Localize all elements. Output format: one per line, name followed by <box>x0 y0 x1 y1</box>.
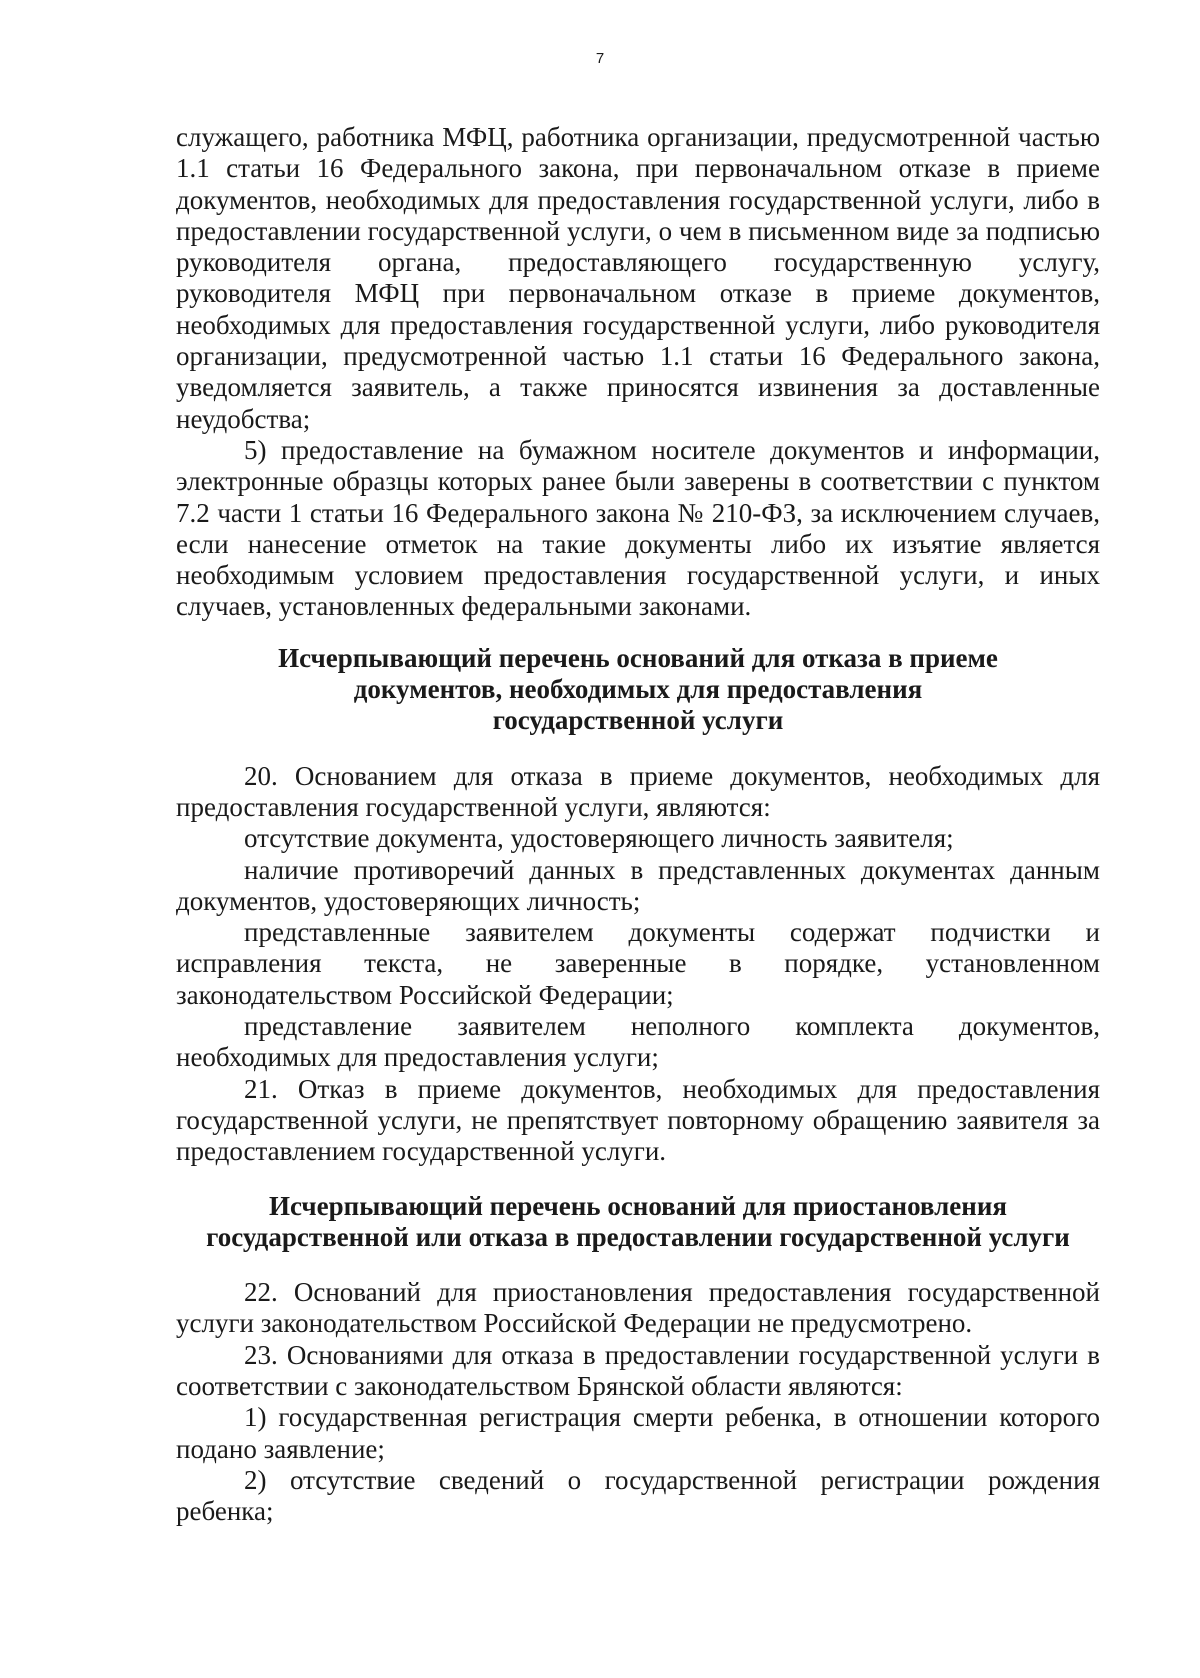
paragraph-list-item: представление заявителем неполного комплекта документов, необходимых для предоставления услуги; <box>176 1011 1100 1073</box>
paragraph-20: 20. Основанием для отказа в приеме документов, необходимых для предоставления государственной услуги, являются: <box>176 760 1100 822</box>
heading-line: Исчерпывающий перечень оснований для приостановления <box>268 1190 1008 1221</box>
section-heading-suspension-refusal <box>176 1191 1100 1254</box>
heading-line: государственной или отказа в предоставлении государственной услуги <box>206 1221 1070 1252</box>
paragraph-list-item: представленные заявителем документы содержат подчистки и исправления текста, не заверенные в порядке, установленном законодательством Российской Федерации; <box>176 917 1100 1010</box>
paragraph-list-item: наличие противоречий данных в представленных документах данным документов, удостоверяющих личность; <box>176 854 1100 916</box>
paragraph-continuation: служащего, работника МФЦ, работника организации, предусмотренной частью 1.1 статьи 16 Федерального закона, при первоначальном отказе в приеме документов, необходимых для предоставления государственной услуги, либо в предоставлении государственной услуги, о чем в письменном виде за подписью руководителя органа, предоставляющего государственную услугу, руководителя МФЦ при первоначальном отказе в приеме документов, необходимых для предоставления государственной услуги, либо руководителя организации, предусмотренной частью 1.1 статьи 16 Федерального закона, уведомляется заявитель, а также приносятся извинения за доставленные неудобства; <box>176 122 1100 434</box>
page-number: 7 <box>595 50 605 67</box>
paragraph-23: 23. Основаниями для отказа в предоставлении государственной услуги в соответствии с законодательством Брянской области являются: <box>176 1339 1100 1401</box>
heading-line: документов, необходимых для предоставления <box>353 674 923 705</box>
paragraph-list-item: отсутствие документа, удостоверяющего личность заявителя; <box>244 823 954 854</box>
heading-line: Исчерпывающий перечень оснований для отказа в приеме <box>278 642 998 673</box>
heading-line: государственной услуги <box>492 705 784 736</box>
paragraph-21: 21. Отказ в приеме документов, необходимых для предоставления государственной услуги, не препятствует повторному обращению заявителя за предоставлением государственной услуги. <box>176 1073 1100 1167</box>
section-heading-refusal-documents <box>176 643 1100 737</box>
paragraph-item-5: 5) предоставление на бумажном носителе документов и информации, электронные образцы которых ранее были заверены в соответствии с пунктом 7.2 части 1 статьи 16 Федерального закона № 210-ФЗ, за исключением случаев, если нанесение отметок на такие документы либо их изъятие является необходимым условием предоставления государственной услуги, и иных случаев, установленных федеральными законами. <box>176 434 1100 622</box>
paragraph-list-item: 1) государственная регистрация смерти ребенка, в отношении которого подано заявление; <box>176 1402 1100 1464</box>
document-body <box>176 122 1100 1527</box>
paragraph-list-item: 2) отсутствие сведений о государственной регистрации рождения ребенка; <box>176 1464 1100 1527</box>
paragraph-22: 22. Оснований для приостановления предоставления государственной услуги законодательством Российской Федерации не предусмотрено. <box>176 1277 1100 1339</box>
